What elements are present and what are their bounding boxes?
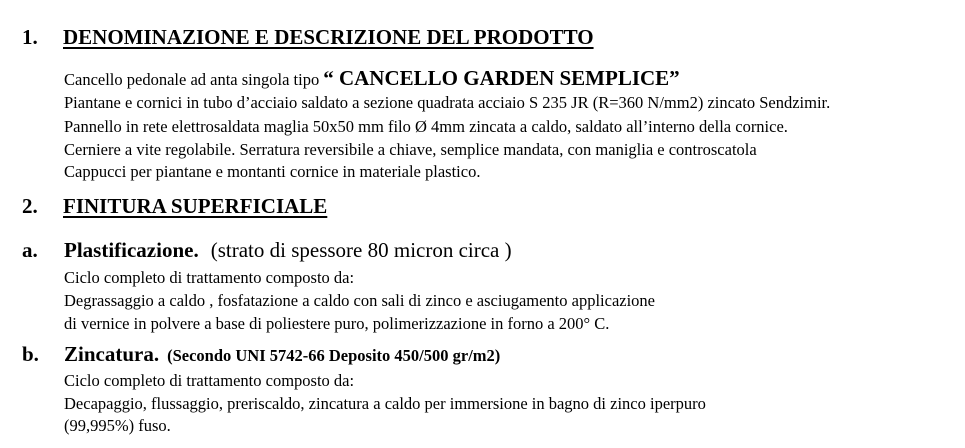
description-line-3: Cerniere a vite regolabile. Serratura reversibile a chiave, semplice mandata, con maniglia e controscatola [64, 140, 757, 159]
subsection-a-note: (strato di spessore 80 micron circa ) [210, 238, 512, 262]
subsection-b-line-3: (99,995%) fuso. [64, 416, 171, 435]
product-name: “ CANCELLO GARDEN SEMPLICE” [323, 66, 680, 90]
subsection-b-line-1: Ciclo completo di trattamento composto da: [64, 371, 355, 390]
subsection-a-heading [64, 238, 512, 263]
subsection-a-line-3: di vernice in polvere a base di poliestere puro, polimerizzazione in forno a 200° C. [64, 314, 610, 333]
subsection-a-title: Plastificazione. [64, 238, 199, 262]
description-line-2: Pannello in rete elettrosaldata maglia 50x50 mm filo Ø 4mm zincata a caldo, saldato all’interno della cornice. [64, 117, 788, 136]
section-1-number: 1. [22, 25, 38, 49]
subsection-a-line-1: Ciclo completo di trattamento composto da: [64, 268, 355, 287]
section-2-title: FINITURA SUPERFICIALE [63, 194, 328, 218]
subsection-a-line-2: Degrassaggio a caldo , fosfatazione a caldo con sali di zinco e asciugamento applicazione [64, 291, 656, 310]
product-intro-line [64, 66, 680, 91]
subsection-b-title: Zincatura. [64, 342, 160, 366]
description-line-4: Cappucci per piantane e montanti cornice in materiale plastico. [64, 162, 481, 181]
subsection-b-note: (Secondo UNI 5742-66 Deposito 450/500 gr/m2) [167, 346, 501, 365]
product-intro: Cancello pedonale ad anta singola tipo [64, 70, 320, 89]
description-line-1: Piantane e cornici in tubo d’acciaio saldato a sezione quadrata acciaio S 235 JR (R=360 N/mm2) zincato Sendzimir. [64, 93, 831, 112]
subsection-b-line-2: Decapaggio, flussaggio, preriscaldo, zincatura a caldo per immersione in bagno di zinco iperpuro [64, 394, 706, 413]
section-1-title: DENOMINAZIONE E DESCRIZIONE DEL PRODOTTO [63, 25, 594, 49]
subsection-b-letter: b. [22, 342, 39, 366]
subsection-b-heading [64, 342, 500, 367]
subsection-a-letter: a. [22, 238, 38, 262]
section-2-number: 2. [22, 194, 38, 218]
